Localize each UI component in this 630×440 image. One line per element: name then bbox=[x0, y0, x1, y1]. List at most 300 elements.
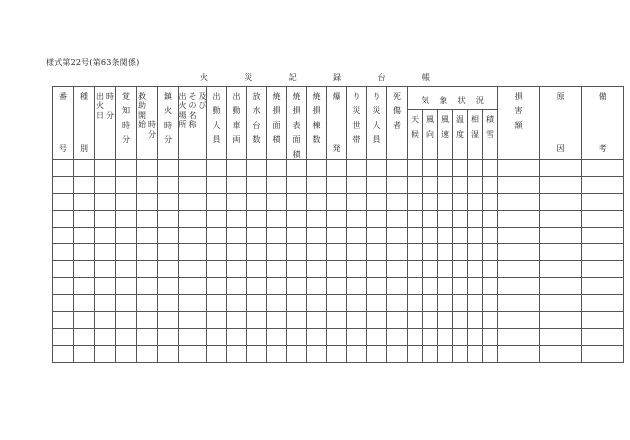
table-cell[interactable] bbox=[227, 345, 247, 362]
table-cell[interactable] bbox=[207, 345, 227, 362]
table-cell[interactable] bbox=[179, 278, 207, 295]
table-cell[interactable] bbox=[327, 328, 347, 345]
table-cell[interactable] bbox=[387, 345, 408, 362]
table-cell[interactable] bbox=[387, 159, 408, 176]
table-cell[interactable] bbox=[267, 295, 287, 312]
table-cell[interactable] bbox=[287, 345, 307, 362]
table-cell[interactable] bbox=[540, 311, 582, 328]
table-cell[interactable] bbox=[498, 227, 540, 244]
table-cell[interactable] bbox=[582, 311, 624, 328]
table-cell[interactable] bbox=[267, 311, 287, 328]
table-cell[interactable] bbox=[116, 227, 137, 244]
table-cell[interactable] bbox=[207, 159, 227, 176]
table-cell[interactable] bbox=[408, 328, 423, 345]
table-cell[interactable] bbox=[307, 311, 327, 328]
table-cell[interactable] bbox=[116, 244, 137, 261]
table-cell[interactable] bbox=[498, 311, 540, 328]
table-cell[interactable] bbox=[207, 244, 227, 261]
table-cell[interactable] bbox=[408, 311, 423, 328]
table-cell[interactable] bbox=[540, 345, 582, 362]
table-cell[interactable] bbox=[53, 210, 74, 227]
table-cell[interactable] bbox=[95, 345, 116, 362]
table-cell[interactable] bbox=[367, 311, 387, 328]
table-cell[interactable] bbox=[116, 311, 137, 328]
table-cell[interactable] bbox=[483, 295, 498, 312]
table-cell[interactable] bbox=[438, 295, 453, 312]
table-cell[interactable] bbox=[387, 311, 408, 328]
table-cell[interactable] bbox=[207, 176, 227, 193]
table-cell[interactable] bbox=[438, 244, 453, 261]
table-cell[interactable] bbox=[582, 210, 624, 227]
table-cell[interactable] bbox=[408, 278, 423, 295]
table-cell[interactable] bbox=[95, 295, 116, 312]
table-cell[interactable] bbox=[438, 345, 453, 362]
table-cell[interactable] bbox=[95, 176, 116, 193]
table-cell[interactable] bbox=[116, 210, 137, 227]
table-cell[interactable] bbox=[367, 227, 387, 244]
table-cell[interactable] bbox=[247, 176, 267, 193]
table-cell[interactable] bbox=[582, 261, 624, 278]
table-cell[interactable] bbox=[179, 210, 207, 227]
table-cell[interactable] bbox=[483, 176, 498, 193]
table-cell[interactable] bbox=[483, 244, 498, 261]
table-cell[interactable] bbox=[116, 159, 137, 176]
table-cell[interactable] bbox=[423, 278, 438, 295]
table-cell[interactable] bbox=[453, 278, 468, 295]
table-cell[interactable] bbox=[453, 261, 468, 278]
table-cell[interactable] bbox=[207, 311, 227, 328]
table-cell[interactable] bbox=[179, 311, 207, 328]
table-cell[interactable] bbox=[423, 159, 438, 176]
table-cell[interactable] bbox=[53, 311, 74, 328]
table-cell[interactable] bbox=[116, 193, 137, 210]
table-cell[interactable] bbox=[74, 278, 95, 295]
table-cell[interactable] bbox=[74, 227, 95, 244]
table-cell[interactable] bbox=[408, 210, 423, 227]
table-cell[interactable] bbox=[347, 159, 367, 176]
table-cell[interactable] bbox=[347, 193, 367, 210]
table-cell[interactable] bbox=[483, 278, 498, 295]
table-cell[interactable] bbox=[498, 278, 540, 295]
table-cell[interactable] bbox=[347, 244, 367, 261]
table-cell[interactable] bbox=[498, 176, 540, 193]
table-cell[interactable] bbox=[408, 295, 423, 312]
table-cell[interactable] bbox=[74, 295, 95, 312]
table-cell[interactable] bbox=[179, 193, 207, 210]
table-cell[interactable] bbox=[307, 227, 327, 244]
table-cell[interactable] bbox=[540, 328, 582, 345]
table-cell[interactable] bbox=[158, 159, 179, 176]
table-cell[interactable] bbox=[347, 295, 367, 312]
table-cell[interactable] bbox=[423, 261, 438, 278]
table-cell[interactable] bbox=[453, 227, 468, 244]
table-cell[interactable] bbox=[227, 261, 247, 278]
table-cell[interactable] bbox=[582, 295, 624, 312]
table-cell[interactable] bbox=[179, 328, 207, 345]
table-cell[interactable] bbox=[307, 193, 327, 210]
table-cell[interactable] bbox=[207, 193, 227, 210]
table-cell[interactable] bbox=[179, 345, 207, 362]
table-cell[interactable] bbox=[540, 295, 582, 312]
table-cell[interactable] bbox=[498, 193, 540, 210]
table-cell[interactable] bbox=[367, 328, 387, 345]
table-cell[interactable] bbox=[387, 210, 408, 227]
table-cell[interactable] bbox=[287, 295, 307, 312]
table-cell[interactable] bbox=[287, 244, 307, 261]
table-cell[interactable] bbox=[227, 193, 247, 210]
table-cell[interactable] bbox=[116, 278, 137, 295]
table-cell[interactable] bbox=[158, 311, 179, 328]
table-cell[interactable] bbox=[158, 227, 179, 244]
table-cell[interactable] bbox=[247, 278, 267, 295]
table-cell[interactable] bbox=[423, 311, 438, 328]
table-cell[interactable] bbox=[347, 345, 367, 362]
table-cell[interactable] bbox=[387, 278, 408, 295]
table-cell[interactable] bbox=[95, 193, 116, 210]
table-cell[interactable] bbox=[137, 193, 158, 210]
table-cell[interactable] bbox=[468, 227, 483, 244]
table-cell[interactable] bbox=[347, 176, 367, 193]
table-cell[interactable] bbox=[438, 311, 453, 328]
table-cell[interactable] bbox=[582, 278, 624, 295]
table-cell[interactable] bbox=[327, 278, 347, 295]
table-cell[interactable] bbox=[423, 345, 438, 362]
table-cell[interactable] bbox=[137, 159, 158, 176]
table-cell[interactable] bbox=[582, 176, 624, 193]
table-cell[interactable] bbox=[267, 278, 287, 295]
table-cell[interactable] bbox=[267, 345, 287, 362]
table-cell[interactable] bbox=[74, 244, 95, 261]
table-cell[interactable] bbox=[74, 311, 95, 328]
table-cell[interactable] bbox=[327, 227, 347, 244]
table-cell[interactable] bbox=[498, 159, 540, 176]
table-cell[interactable] bbox=[367, 176, 387, 193]
table-cell[interactable] bbox=[483, 345, 498, 362]
table-cell[interactable] bbox=[453, 244, 468, 261]
table-cell[interactable] bbox=[137, 261, 158, 278]
table-cell[interactable] bbox=[540, 210, 582, 227]
table-cell[interactable] bbox=[227, 227, 247, 244]
table-cell[interactable] bbox=[540, 193, 582, 210]
table-cell[interactable] bbox=[468, 311, 483, 328]
table-cell[interactable] bbox=[137, 345, 158, 362]
table-cell[interactable] bbox=[347, 311, 367, 328]
table-cell[interactable] bbox=[247, 227, 267, 244]
table-cell[interactable] bbox=[408, 261, 423, 278]
table-cell[interactable] bbox=[227, 159, 247, 176]
table-cell[interactable] bbox=[347, 227, 367, 244]
table-cell[interactable] bbox=[582, 193, 624, 210]
table-cell[interactable] bbox=[453, 311, 468, 328]
table-cell[interactable] bbox=[116, 328, 137, 345]
table-cell[interactable] bbox=[74, 328, 95, 345]
table-cell[interactable] bbox=[582, 328, 624, 345]
table-cell[interactable] bbox=[387, 193, 408, 210]
table-cell[interactable] bbox=[267, 210, 287, 227]
table-cell[interactable] bbox=[468, 176, 483, 193]
table-cell[interactable] bbox=[179, 227, 207, 244]
table-cell[interactable] bbox=[367, 244, 387, 261]
table-cell[interactable] bbox=[483, 193, 498, 210]
table-cell[interactable] bbox=[158, 193, 179, 210]
table-cell[interactable] bbox=[95, 227, 116, 244]
table-cell[interactable] bbox=[347, 328, 367, 345]
table-cell[interactable] bbox=[327, 193, 347, 210]
table-cell[interactable] bbox=[137, 295, 158, 312]
table-cell[interactable] bbox=[453, 193, 468, 210]
table-cell[interactable] bbox=[327, 345, 347, 362]
table-cell[interactable] bbox=[387, 227, 408, 244]
table-cell[interactable] bbox=[327, 261, 347, 278]
table-cell[interactable] bbox=[423, 176, 438, 193]
table-cell[interactable] bbox=[53, 261, 74, 278]
table-cell[interactable] bbox=[453, 210, 468, 227]
table-cell[interactable] bbox=[453, 176, 468, 193]
table-cell[interactable] bbox=[53, 227, 74, 244]
table-cell[interactable] bbox=[582, 159, 624, 176]
table-cell[interactable] bbox=[158, 295, 179, 312]
table-cell[interactable] bbox=[582, 244, 624, 261]
table-cell[interactable] bbox=[387, 328, 408, 345]
table-cell[interactable] bbox=[347, 261, 367, 278]
table-cell[interactable] bbox=[438, 328, 453, 345]
table-cell[interactable] bbox=[137, 328, 158, 345]
table-cell[interactable] bbox=[408, 345, 423, 362]
table-cell[interactable] bbox=[207, 261, 227, 278]
table-cell[interactable] bbox=[137, 176, 158, 193]
table-cell[interactable] bbox=[307, 210, 327, 227]
table-cell[interactable] bbox=[423, 244, 438, 261]
table-cell[interactable] bbox=[247, 193, 267, 210]
table-cell[interactable] bbox=[227, 210, 247, 227]
table-cell[interactable] bbox=[74, 193, 95, 210]
table-cell[interactable] bbox=[227, 295, 247, 312]
table-cell[interactable] bbox=[247, 210, 267, 227]
table-cell[interactable] bbox=[158, 261, 179, 278]
table-cell[interactable] bbox=[367, 345, 387, 362]
table-cell[interactable] bbox=[179, 159, 207, 176]
table-cell[interactable] bbox=[247, 159, 267, 176]
table-cell[interactable] bbox=[387, 244, 408, 261]
table-cell[interactable] bbox=[438, 261, 453, 278]
table-cell[interactable] bbox=[116, 345, 137, 362]
table-cell[interactable] bbox=[498, 244, 540, 261]
table-cell[interactable] bbox=[287, 193, 307, 210]
table-cell[interactable] bbox=[179, 244, 207, 261]
table-cell[interactable] bbox=[227, 244, 247, 261]
table-cell[interactable] bbox=[307, 244, 327, 261]
table-cell[interactable] bbox=[207, 227, 227, 244]
table-cell[interactable] bbox=[468, 261, 483, 278]
table-cell[interactable] bbox=[247, 311, 267, 328]
table-cell[interactable] bbox=[158, 176, 179, 193]
table-cell[interactable] bbox=[367, 261, 387, 278]
table-cell[interactable] bbox=[327, 311, 347, 328]
table-cell[interactable] bbox=[347, 210, 367, 227]
table-cell[interactable] bbox=[367, 193, 387, 210]
table-cell[interactable] bbox=[247, 345, 267, 362]
table-cell[interactable] bbox=[387, 295, 408, 312]
table-cell[interactable] bbox=[137, 210, 158, 227]
table-cell[interactable] bbox=[227, 176, 247, 193]
table-cell[interactable] bbox=[367, 278, 387, 295]
table-cell[interactable] bbox=[158, 210, 179, 227]
table-cell[interactable] bbox=[287, 227, 307, 244]
table-cell[interactable] bbox=[74, 261, 95, 278]
table-cell[interactable] bbox=[307, 295, 327, 312]
table-cell[interactable] bbox=[423, 210, 438, 227]
table-cell[interactable] bbox=[137, 244, 158, 261]
table-cell[interactable] bbox=[387, 176, 408, 193]
table-cell[interactable] bbox=[287, 328, 307, 345]
table-cell[interactable] bbox=[267, 176, 287, 193]
table-cell[interactable] bbox=[287, 261, 307, 278]
table-cell[interactable] bbox=[438, 278, 453, 295]
table-cell[interactable] bbox=[307, 176, 327, 193]
table-cell[interactable] bbox=[468, 328, 483, 345]
table-cell[interactable] bbox=[483, 328, 498, 345]
table-cell[interactable] bbox=[207, 328, 227, 345]
table-cell[interactable] bbox=[95, 244, 116, 261]
table-cell[interactable] bbox=[540, 159, 582, 176]
table-cell[interactable] bbox=[247, 295, 267, 312]
table-cell[interactable] bbox=[468, 210, 483, 227]
table-cell[interactable] bbox=[408, 244, 423, 261]
table-cell[interactable] bbox=[327, 176, 347, 193]
table-cell[interactable] bbox=[137, 278, 158, 295]
table-cell[interactable] bbox=[483, 159, 498, 176]
table-cell[interactable] bbox=[227, 328, 247, 345]
table-cell[interactable] bbox=[53, 295, 74, 312]
table-cell[interactable] bbox=[438, 176, 453, 193]
table-cell[interactable] bbox=[95, 159, 116, 176]
table-cell[interactable] bbox=[53, 345, 74, 362]
table-cell[interactable] bbox=[287, 176, 307, 193]
table-cell[interactable] bbox=[498, 295, 540, 312]
table-cell[interactable] bbox=[137, 227, 158, 244]
table-cell[interactable] bbox=[267, 227, 287, 244]
table-cell[interactable] bbox=[438, 210, 453, 227]
table-cell[interactable] bbox=[307, 159, 327, 176]
table-cell[interactable] bbox=[468, 345, 483, 362]
table-cell[interactable] bbox=[207, 210, 227, 227]
table-cell[interactable] bbox=[267, 244, 287, 261]
table-cell[interactable] bbox=[347, 278, 367, 295]
table-cell[interactable] bbox=[287, 278, 307, 295]
table-cell[interactable] bbox=[53, 193, 74, 210]
table-cell[interactable] bbox=[498, 261, 540, 278]
table-cell[interactable] bbox=[307, 345, 327, 362]
table-cell[interactable] bbox=[179, 261, 207, 278]
table-cell[interactable] bbox=[367, 159, 387, 176]
table-cell[interactable] bbox=[53, 176, 74, 193]
table-cell[interactable] bbox=[468, 278, 483, 295]
table-cell[interactable] bbox=[408, 227, 423, 244]
table-cell[interactable] bbox=[247, 261, 267, 278]
table-cell[interactable] bbox=[423, 193, 438, 210]
table-cell[interactable] bbox=[327, 295, 347, 312]
table-cell[interactable] bbox=[267, 328, 287, 345]
table-cell[interactable] bbox=[453, 295, 468, 312]
table-cell[interactable] bbox=[116, 176, 137, 193]
table-cell[interactable] bbox=[540, 227, 582, 244]
table-cell[interactable] bbox=[540, 244, 582, 261]
table-cell[interactable] bbox=[267, 159, 287, 176]
table-cell[interactable] bbox=[582, 345, 624, 362]
table-cell[interactable] bbox=[307, 328, 327, 345]
table-cell[interactable] bbox=[483, 210, 498, 227]
table-cell[interactable] bbox=[438, 193, 453, 210]
table-cell[interactable] bbox=[137, 311, 158, 328]
table-cell[interactable] bbox=[158, 328, 179, 345]
table-cell[interactable] bbox=[74, 159, 95, 176]
table-cell[interactable] bbox=[438, 227, 453, 244]
table-cell[interactable] bbox=[307, 278, 327, 295]
table-cell[interactable] bbox=[408, 193, 423, 210]
table-cell[interactable] bbox=[74, 345, 95, 362]
table-cell[interactable] bbox=[74, 210, 95, 227]
table-cell[interactable] bbox=[227, 311, 247, 328]
table-cell[interactable] bbox=[327, 244, 347, 261]
table-cell[interactable] bbox=[95, 328, 116, 345]
table-cell[interactable] bbox=[116, 295, 137, 312]
table-cell[interactable] bbox=[158, 345, 179, 362]
table-cell[interactable] bbox=[158, 244, 179, 261]
table-cell[interactable] bbox=[483, 261, 498, 278]
table-cell[interactable] bbox=[95, 210, 116, 227]
table-cell[interactable] bbox=[498, 328, 540, 345]
table-cell[interactable] bbox=[307, 261, 327, 278]
table-cell[interactable] bbox=[367, 210, 387, 227]
table-cell[interactable] bbox=[53, 244, 74, 261]
table-cell[interactable] bbox=[327, 159, 347, 176]
table-cell[interactable] bbox=[498, 345, 540, 362]
table-cell[interactable] bbox=[74, 176, 95, 193]
table-cell[interactable] bbox=[287, 311, 307, 328]
table-cell[interactable] bbox=[287, 159, 307, 176]
table-cell[interactable] bbox=[540, 261, 582, 278]
table-cell[interactable] bbox=[179, 295, 207, 312]
table-cell[interactable] bbox=[95, 261, 116, 278]
table-cell[interactable] bbox=[498, 210, 540, 227]
table-cell[interactable] bbox=[408, 159, 423, 176]
table-cell[interactable] bbox=[158, 278, 179, 295]
table-cell[interactable] bbox=[540, 176, 582, 193]
table-cell[interactable] bbox=[207, 295, 227, 312]
table-cell[interactable] bbox=[540, 278, 582, 295]
table-cell[interactable] bbox=[453, 328, 468, 345]
table-cell[interactable] bbox=[287, 210, 307, 227]
table-cell[interactable] bbox=[367, 295, 387, 312]
table-cell[interactable] bbox=[247, 328, 267, 345]
table-cell[interactable] bbox=[468, 193, 483, 210]
table-cell[interactable] bbox=[408, 176, 423, 193]
table-cell[interactable] bbox=[95, 311, 116, 328]
table-cell[interactable] bbox=[468, 244, 483, 261]
table-cell[interactable] bbox=[207, 278, 227, 295]
table-cell[interactable] bbox=[453, 159, 468, 176]
table-cell[interactable] bbox=[453, 345, 468, 362]
table-cell[interactable] bbox=[468, 159, 483, 176]
table-cell[interactable] bbox=[582, 227, 624, 244]
table-cell[interactable] bbox=[423, 328, 438, 345]
table-cell[interactable] bbox=[423, 295, 438, 312]
table-cell[interactable] bbox=[387, 261, 408, 278]
table-cell[interactable] bbox=[53, 278, 74, 295]
table-cell[interactable] bbox=[483, 311, 498, 328]
table-cell[interactable] bbox=[95, 278, 116, 295]
table-cell[interactable] bbox=[267, 193, 287, 210]
